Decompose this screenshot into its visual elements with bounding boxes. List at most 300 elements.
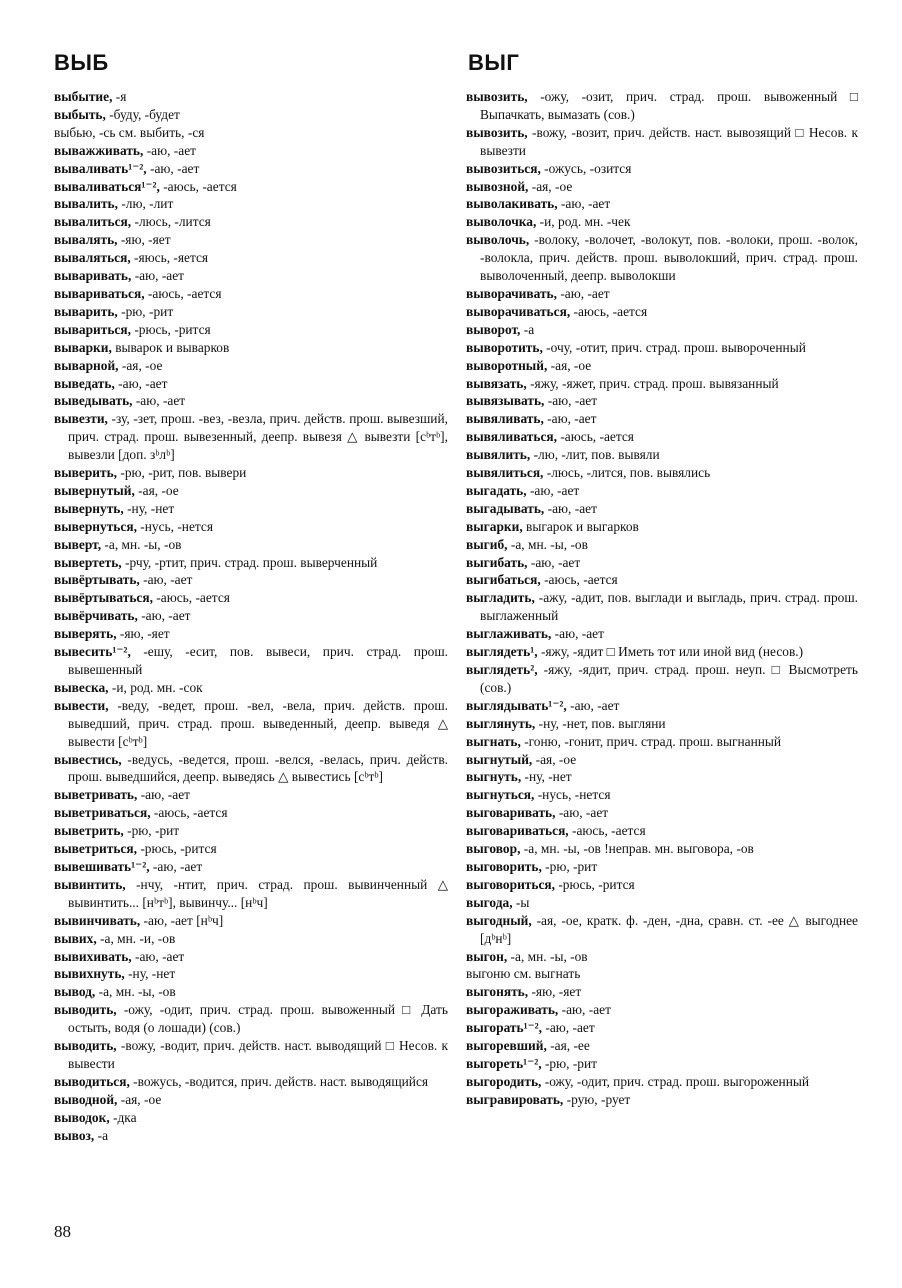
entry-forms: -яю, -яет bbox=[117, 232, 171, 248]
entry-headword: выварной, bbox=[54, 357, 119, 373]
entry-forms: -очу, -отит, прич. страд. прош. вывороченный bbox=[542, 339, 806, 355]
entry-forms: -ая, -ое bbox=[117, 1091, 162, 1107]
dictionary-entry bbox=[466, 88, 858, 124]
dictionary-entry bbox=[466, 840, 858, 858]
dictionary-entry bbox=[54, 1037, 448, 1073]
entry-forms: -я bbox=[112, 89, 127, 104]
dictionary-entry bbox=[466, 357, 858, 375]
entry-forms: -ая, -ое, кратк. ф. -ден, -дна, сравн. ст. -ее △ выгоднее [дᵇнᵇ] bbox=[480, 912, 858, 946]
entry-headword: вывёртывать, bbox=[54, 572, 140, 588]
entry-forms: -ожу, -одит, прич. страд. прош. вывоженный □ Дать остыть, водя (о лошади) (сов.) bbox=[68, 1002, 448, 1036]
entry-forms: -ая, -ое bbox=[528, 178, 573, 194]
entry-forms: -аю, -ает bbox=[566, 697, 620, 713]
dictionary-entry bbox=[466, 339, 858, 357]
entry-forms: -аю, -ает bbox=[137, 787, 191, 803]
entry-forms: выбью, -сь см. выбить, -ся bbox=[54, 124, 205, 140]
page-number: 88 bbox=[54, 1222, 71, 1241]
entry-headword: выгнать, bbox=[466, 733, 521, 749]
entry-forms: -дка bbox=[109, 1109, 137, 1125]
dictionary-entry bbox=[54, 518, 448, 536]
entry-headword: выглядывать¹⁻², bbox=[466, 697, 567, 713]
entry-headword: выговариваться, bbox=[466, 823, 569, 839]
entry-headword: выводиться, bbox=[54, 1073, 130, 1089]
dictionary-entry bbox=[466, 822, 858, 840]
dictionary-entry bbox=[466, 428, 858, 446]
dictionary-entry bbox=[54, 679, 448, 697]
entry-headword: выглядеть¹, bbox=[466, 644, 538, 660]
entry-headword: выводной, bbox=[54, 1091, 118, 1107]
dictionary-entry bbox=[466, 1001, 858, 1019]
entry-forms: -ы bbox=[512, 894, 530, 910]
entry-forms: -аю, -ает bbox=[132, 393, 186, 409]
dictionary-entry bbox=[466, 285, 858, 303]
entry-forms: -аю, -ает bbox=[137, 608, 191, 624]
entry-headword: выгода, bbox=[466, 894, 513, 910]
entry-headword: выглядеть², bbox=[466, 662, 538, 677]
entry-headword: выволочь, bbox=[466, 232, 530, 248]
entry-forms: -аю, -ает bbox=[544, 500, 597, 516]
entry-forms: -а, мн. -ы, -ов !неправ. мн. выговора, -ов bbox=[520, 841, 754, 857]
entry-headword: выветриться, bbox=[54, 841, 137, 857]
dictionary-entry bbox=[54, 571, 448, 589]
entry-headword: выведывать, bbox=[54, 393, 133, 409]
entry-headword: выгнутый, bbox=[466, 751, 533, 767]
entry-forms: -а bbox=[94, 1127, 109, 1143]
dictionary-entry bbox=[54, 392, 448, 410]
dictionary-entry bbox=[54, 948, 448, 966]
dictionary-entry bbox=[466, 697, 858, 715]
entry-forms: -аю, -ает bbox=[146, 160, 200, 176]
entry-forms: -аю, -ает bbox=[544, 393, 598, 409]
entry-forms: -рю, -рит bbox=[123, 823, 180, 839]
entry-forms: -и, род. мн. -чек bbox=[536, 214, 631, 230]
dictionary-entry bbox=[54, 267, 448, 285]
dictionary-entry bbox=[54, 983, 448, 1001]
dictionary-entry bbox=[466, 375, 858, 393]
entry-forms: -аю, -ает bbox=[149, 858, 203, 874]
entry-forms: -ну, -нет bbox=[521, 769, 572, 785]
dictionary-entry bbox=[466, 804, 858, 822]
dictionary-entry bbox=[54, 1073, 448, 1091]
entry-forms: -буду, -будет bbox=[105, 106, 180, 122]
entry-headword: выворачивать, bbox=[466, 285, 557, 301]
entry-headword: вывестись, bbox=[54, 751, 122, 767]
entry-headword: вывозить, bbox=[466, 89, 528, 104]
entry-forms: -яжу, -ядит □ Иметь тот или иной вид (несов.) bbox=[537, 644, 804, 660]
entry-forms: -зу, -зет, прош. -вез, -везла, прич. действ. прош. вывезший, прич. страд. прош. вывезенный, деепр. вывезя △ вывезти [сᵇтᵇ], вывезли [доп. зᵇлᵇ] bbox=[68, 411, 448, 463]
dictionary-entry bbox=[54, 625, 448, 643]
entry-forms: -вожу, -возит, прич. действ. наст. вывозящий □ Несов. к вывезти bbox=[480, 124, 858, 158]
entry-forms: выварок и выварков bbox=[111, 339, 230, 355]
dictionary-entry bbox=[466, 160, 858, 178]
dictionary-entry bbox=[54, 912, 448, 930]
dictionary-entry bbox=[466, 625, 858, 643]
entry-headword: вывеска, bbox=[54, 679, 109, 695]
entry-headword: выговориться, bbox=[466, 876, 555, 892]
dictionary-entry bbox=[466, 983, 858, 1001]
entry-headword: вывязать, bbox=[466, 375, 527, 391]
entry-headword: выбытие, bbox=[54, 89, 113, 104]
entry-forms: -люсь, -лится, пов. вывялись bbox=[543, 465, 711, 481]
entry-headword: выварки, bbox=[54, 339, 112, 355]
dictionary-entry bbox=[54, 589, 448, 607]
dictionary-entry bbox=[466, 482, 858, 500]
entry-forms: -аюсь, -ается bbox=[568, 823, 646, 839]
entry-headword: вывялиться, bbox=[466, 465, 544, 481]
dictionary-entry bbox=[54, 357, 448, 375]
dictionary-entry bbox=[466, 751, 858, 769]
dictionary-entry bbox=[466, 213, 858, 231]
entry-headword: выгон, bbox=[466, 948, 508, 964]
entry-forms: -нчу, -нтит, прич. страд. прош. вывинченный △ вывинтить... [нᵇтᵇ], вывинчу... [нᵇч] bbox=[68, 876, 448, 910]
entry-headword: выбыть, bbox=[54, 106, 106, 122]
entry-headword: выважживать, bbox=[54, 142, 144, 158]
dictionary-entry bbox=[54, 607, 448, 625]
entry-forms: -аю, -ает bbox=[131, 268, 185, 284]
dictionary-entry bbox=[54, 178, 448, 196]
entry-headword: вывертеть, bbox=[54, 554, 122, 570]
entry-forms: -аю, -ает bbox=[557, 196, 611, 212]
entry-forms: -вожусь, -водится, прич. действ. наст. выводящийся bbox=[129, 1073, 429, 1089]
dictionary-entry bbox=[54, 840, 448, 858]
entry-forms: -а, мн. -ы, -ов bbox=[507, 948, 588, 964]
entry-headword: вывернуть, bbox=[54, 500, 124, 516]
entry-headword: вывёртываться, bbox=[54, 590, 153, 606]
entry-forms: -ажу, -адит, пов. выглади и выгладь, прич. страд. прош. выглаженный bbox=[480, 590, 858, 624]
entry-headword: выверить, bbox=[54, 465, 118, 481]
entry-forms: -рую, -рует bbox=[563, 1091, 631, 1107]
dictionary-entry bbox=[54, 303, 448, 321]
dictionary-entry bbox=[54, 930, 448, 948]
entry-forms: -ну, -нет, пов. выгляни bbox=[535, 715, 666, 731]
entry-headword: выворотный, bbox=[466, 357, 548, 373]
entry-headword: вывязывать, bbox=[466, 393, 545, 409]
entry-forms: -рю, -рит, пов. вывери bbox=[117, 465, 247, 481]
dictionary-entry bbox=[54, 822, 448, 840]
dictionary-entry bbox=[466, 124, 858, 160]
dictionary-entry bbox=[54, 142, 448, 160]
dictionary-entry bbox=[466, 1091, 858, 1109]
dictionary-entry bbox=[54, 858, 448, 876]
entry-forms: -аю, -ает bbox=[114, 375, 168, 391]
entry-forms: -ведусь, -ведется, прош. -велся, -велась, прич. действ. прош. выведшийся, деепр. выведясь △ вывестись [сᵇтᵇ] bbox=[68, 751, 448, 785]
entry-forms: -а, мн. -ы, -ов bbox=[507, 536, 588, 552]
entry-forms: выгарок и выгарков bbox=[522, 518, 639, 534]
entry-headword: выгоревший, bbox=[466, 1038, 547, 1054]
entry-forms: -ожу, -одит, прич. страд. прош. выгороженный bbox=[541, 1073, 810, 1089]
entry-headword: выгородить, bbox=[466, 1073, 542, 1089]
dictionary-entry bbox=[466, 894, 858, 912]
dictionary-entry bbox=[466, 589, 858, 625]
entry-forms: -аю, -ает bbox=[543, 411, 597, 427]
entry-forms: -нусь, -нется bbox=[136, 518, 214, 534]
entry-headword: вывозиться, bbox=[466, 160, 541, 176]
dictionary-entry bbox=[466, 178, 858, 196]
entry-headword: выгорать¹⁻², bbox=[466, 1020, 543, 1036]
entry-headword: выгонять, bbox=[466, 984, 529, 1000]
entry-forms: -аюсь, -ается bbox=[159, 178, 237, 194]
entry-forms: -ожу, -озит, прич. страд. прош. вывоженный □ Выпачкать, вымазать (сов.) bbox=[480, 89, 858, 122]
entry-headword: выгнуться, bbox=[466, 787, 535, 803]
entry-headword: вывалиться, bbox=[54, 214, 132, 230]
dictionary-entry bbox=[466, 786, 858, 804]
dictionary-entry bbox=[466, 500, 858, 518]
dictionary-entry bbox=[54, 536, 448, 554]
dictionary-entry bbox=[54, 786, 448, 804]
entry-forms: -ну, -нет bbox=[123, 500, 175, 516]
entry-headword: выводок, bbox=[54, 1109, 110, 1125]
entry-headword: вывяливать, bbox=[466, 411, 544, 427]
dictionary-entry bbox=[54, 1091, 448, 1109]
entry-headword: вываливать¹⁻², bbox=[54, 160, 147, 176]
dictionary-entry bbox=[466, 518, 858, 536]
entry-headword: выводить, bbox=[54, 1038, 117, 1054]
entry-headword: выгибать, bbox=[466, 554, 528, 570]
entry-forms: -аю, -ает bbox=[527, 554, 581, 570]
entry-headword: вывихивать, bbox=[54, 948, 132, 964]
entry-headword: выволочка, bbox=[466, 214, 537, 230]
entry-headword: выглянуть, bbox=[466, 715, 536, 731]
entry-forms: -яю, -яет bbox=[528, 984, 582, 1000]
entry-headword: вывернутый, bbox=[54, 482, 135, 498]
dictionary-entry bbox=[54, 339, 448, 357]
entry-forms: -аю, -ает bbox=[526, 482, 580, 498]
dictionary-entry bbox=[54, 231, 448, 249]
entry-forms: -аюсь, -ается bbox=[144, 285, 222, 301]
entry-headword: вывалить, bbox=[54, 196, 118, 212]
entry-forms: -аю, -ает bbox=[139, 572, 193, 588]
running-header-right: ВЫГ bbox=[468, 50, 520, 75]
entry-forms: -аю, -ает bbox=[556, 285, 610, 301]
entry-headword: выговорить, bbox=[466, 858, 542, 874]
entry-forms: -ну, -нет bbox=[124, 966, 176, 982]
dictionary-entry bbox=[54, 375, 448, 393]
entry-headword: выгравировать, bbox=[466, 1091, 564, 1107]
entry-headword: выгладить, bbox=[466, 590, 535, 606]
entry-headword: вывозной, bbox=[466, 178, 529, 194]
entry-headword: вывялить, bbox=[466, 447, 531, 463]
dictionary-entry bbox=[466, 554, 858, 572]
entry-forms: -лю, -лит bbox=[117, 196, 174, 212]
entry-headword: выволакивать, bbox=[466, 196, 558, 212]
dictionary-entry bbox=[54, 554, 448, 572]
dictionary-entry bbox=[466, 446, 858, 464]
dictionary-entry bbox=[54, 321, 448, 339]
entry-headword: выгораживать, bbox=[466, 1002, 559, 1018]
entry-headword: выгнуть, bbox=[466, 769, 522, 785]
entry-forms: -аю, -ает bbox=[143, 142, 196, 158]
entry-headword: выветриваться, bbox=[54, 805, 151, 821]
dictionary-entry bbox=[54, 464, 448, 482]
dictionary-entry bbox=[466, 1055, 858, 1073]
entry-forms: -а bbox=[520, 321, 535, 337]
dictionary-entry bbox=[54, 1001, 448, 1037]
dictionary-entry bbox=[466, 661, 858, 697]
entry-headword: выговаривать, bbox=[466, 805, 556, 821]
entry-forms: -гоню, -гонит, прич. страд. прош. выгнанный bbox=[520, 733, 782, 749]
entry-forms: -ая, -ее bbox=[546, 1038, 590, 1054]
entry-forms: -люсь, -лится bbox=[131, 214, 211, 230]
entry-forms: -ая, -ое bbox=[547, 357, 592, 373]
dictionary-entry bbox=[54, 249, 448, 267]
entry-headword: выверять, bbox=[54, 626, 117, 642]
entry-forms: -рю, -рит bbox=[541, 858, 598, 874]
entry-headword: выворачиваться, bbox=[466, 303, 571, 319]
entry-headword: вывариться, bbox=[54, 321, 131, 337]
entry-headword: вываливаться¹⁻², bbox=[54, 178, 160, 194]
dictionary-entry bbox=[466, 858, 858, 876]
entry-headword: выгореть¹⁻², bbox=[466, 1055, 542, 1071]
entry-headword: вывесить¹⁻², bbox=[54, 644, 131, 660]
entry-forms: -ая, -ое bbox=[532, 751, 577, 767]
entry-headword: выворотить, bbox=[466, 339, 543, 355]
entry-forms: -а, мн. -ы, -ов bbox=[95, 984, 176, 1000]
dictionary-entry bbox=[54, 804, 448, 822]
dictionary-entry bbox=[54, 160, 448, 178]
dictionary-entry bbox=[466, 733, 858, 751]
dictionary-entry bbox=[54, 195, 448, 213]
entry-headword: вывинтить, bbox=[54, 876, 126, 892]
entry-forms: выгоню см. выгнать bbox=[466, 966, 581, 982]
dictionary-entry bbox=[54, 965, 448, 983]
entry-headword: выведать, bbox=[54, 375, 115, 391]
entry-forms: -аюсь, -ается bbox=[152, 590, 230, 606]
entry-forms: -аю, -ает [нᵇч] bbox=[140, 912, 224, 928]
entry-headword: выварить, bbox=[54, 303, 118, 319]
entry-forms: -ая, -ое bbox=[118, 357, 163, 373]
entry-forms: -веду, -ведет, прош. -вел, -вела, прич. действ. прош. выведший, прич. страд. прош. выведенный, деепр. выведя △ вывести [сᵇтᵇ] bbox=[68, 697, 448, 749]
entry-forms: -рчу, -ртит, прич. страд. прош. выверченный bbox=[121, 554, 378, 570]
entry-forms: -аюсь, -ается bbox=[557, 429, 634, 445]
entry-forms: -рю, -рит bbox=[117, 303, 174, 319]
running-header-left: ВЫБ bbox=[54, 50, 109, 75]
dictionary-entry bbox=[54, 410, 448, 464]
entry-headword: выгадать, bbox=[466, 482, 527, 498]
entry-forms: -рюсь, -рится bbox=[136, 841, 217, 857]
dictionary-entry bbox=[466, 1019, 858, 1037]
entry-forms: -а, мн. -ы, -ов bbox=[101, 536, 182, 552]
entry-headword: вывести, bbox=[54, 697, 109, 713]
entry-headword: вывёрчивать, bbox=[54, 608, 138, 624]
entry-headword: выгадывать, bbox=[466, 500, 545, 516]
entry-headword: выгиб, bbox=[466, 536, 508, 552]
dictionary-entry bbox=[54, 106, 448, 124]
dictionary-entry bbox=[54, 697, 448, 751]
entry-headword: вывихнуть, bbox=[54, 966, 125, 982]
dictionary-entry bbox=[54, 482, 448, 500]
entry-headword: вывариваться, bbox=[54, 285, 145, 301]
dictionary-entry bbox=[54, 213, 448, 231]
entry-headword: выветрить, bbox=[54, 823, 124, 839]
entry-forms: -волоку, -волочет, -волокут, пов. -волоки, прош. -волок, -волокла, прич. действ. прош. выволокший, прич. страд. прош. выволоченный, деепр. выволокши bbox=[480, 232, 858, 284]
entry-forms: -яю, -яет bbox=[116, 626, 170, 642]
dictionary-entry bbox=[54, 876, 448, 912]
dictionary-entry bbox=[466, 1037, 858, 1055]
entry-headword: вывозить, bbox=[466, 124, 528, 140]
entry-forms: -аю, -ает bbox=[555, 805, 609, 821]
entry-headword: вывалять, bbox=[54, 232, 118, 248]
dictionary-entry bbox=[466, 715, 858, 733]
dictionary-entry bbox=[466, 321, 858, 339]
dictionary-entry bbox=[54, 643, 448, 679]
dictionary-entry bbox=[466, 643, 858, 661]
entry-headword: выговор, bbox=[466, 841, 521, 857]
dictionary-entry bbox=[466, 464, 858, 482]
dictionary-entry bbox=[54, 1109, 448, 1127]
entry-forms: -аюсь, -ается bbox=[570, 303, 648, 319]
dictionary-entry bbox=[466, 536, 858, 554]
entry-headword: выверт, bbox=[54, 536, 102, 552]
entry-forms: -лю, -лит, пов. вывяли bbox=[530, 447, 660, 463]
dictionary-entry bbox=[466, 948, 858, 966]
entry-forms: -аю, -ает bbox=[542, 1020, 595, 1036]
entry-headword: вывинчивать, bbox=[54, 912, 141, 928]
entry-forms: -аю, -ает bbox=[131, 948, 185, 964]
entry-forms: -рюсь, -рится bbox=[555, 876, 635, 892]
entry-forms: -ая, -ое bbox=[134, 482, 179, 498]
dictionary-entry bbox=[54, 751, 448, 787]
entry-headword: вывезти, bbox=[54, 411, 108, 427]
entry-forms: -аю, -ает bbox=[558, 1002, 611, 1018]
dictionary-entry bbox=[466, 303, 858, 321]
entry-forms: -аюсь, -ается bbox=[540, 572, 618, 588]
dictionary-entry bbox=[466, 768, 858, 786]
entry-forms: -рю, -рит bbox=[541, 1055, 597, 1071]
entry-headword: вывод, bbox=[54, 984, 96, 1000]
entry-forms: -яжу, -яжет, прич. страд. прош. вывязанный bbox=[526, 375, 779, 391]
entry-forms: -ешу, -есит, пов. вывеси, прич. страд. прош. вывешенный bbox=[68, 644, 448, 677]
dictionary-entry bbox=[466, 876, 858, 894]
entry-forms: -аюсь, -ается bbox=[150, 805, 228, 821]
dictionary-entry bbox=[54, 500, 448, 518]
entry-headword: выветривать, bbox=[54, 787, 138, 803]
entry-headword: выгибаться, bbox=[466, 572, 541, 588]
entry-forms: -вожу, -водит, прич. действ. наст. выводящий □ Несов. к вывести bbox=[68, 1038, 448, 1071]
dictionary-entry bbox=[54, 1127, 448, 1145]
left-column bbox=[54, 88, 448, 1144]
dictionary-entry bbox=[466, 912, 858, 948]
entry-forms: -яжу, -ядит, прич. страд. прош. неуп. □ Высмотреть (сов.) bbox=[480, 662, 858, 695]
dictionary-entry bbox=[466, 392, 858, 410]
entry-forms: -ожусь, -озится bbox=[540, 160, 632, 176]
entry-headword: выгарки, bbox=[466, 518, 523, 534]
dictionary-entry bbox=[466, 195, 858, 213]
entry-forms: -яюсь, -яется bbox=[130, 250, 209, 266]
entry-headword: вывих, bbox=[54, 930, 97, 946]
entry-headword: выворот, bbox=[466, 321, 521, 337]
entry-headword: выглаживать, bbox=[466, 626, 552, 642]
entry-forms: -нусь, -нется bbox=[534, 787, 611, 803]
entry-forms: -рюсь, -рится bbox=[130, 321, 211, 337]
entry-headword: вываривать, bbox=[54, 268, 132, 284]
dictionary-entry bbox=[54, 285, 448, 303]
dictionary-entry bbox=[466, 231, 858, 285]
entry-headword: вывоз, bbox=[54, 1127, 95, 1143]
right-column bbox=[466, 88, 858, 1109]
entry-headword: выводить, bbox=[54, 1002, 117, 1018]
entry-headword: вывешивать¹⁻², bbox=[54, 858, 150, 874]
entry-headword: вываляться, bbox=[54, 250, 131, 266]
entry-forms: -аю, -ает bbox=[551, 626, 604, 642]
dictionary-entry bbox=[466, 571, 858, 589]
entry-headword: вывернуться, bbox=[54, 518, 137, 534]
entry-headword: вывяливаться, bbox=[466, 429, 557, 445]
dictionary-entry bbox=[466, 1073, 858, 1091]
entry-headword: выгодный, bbox=[466, 912, 532, 928]
dictionary-entry bbox=[54, 124, 448, 142]
dictionary-entry bbox=[54, 88, 448, 106]
dictionary-entry bbox=[466, 410, 858, 428]
